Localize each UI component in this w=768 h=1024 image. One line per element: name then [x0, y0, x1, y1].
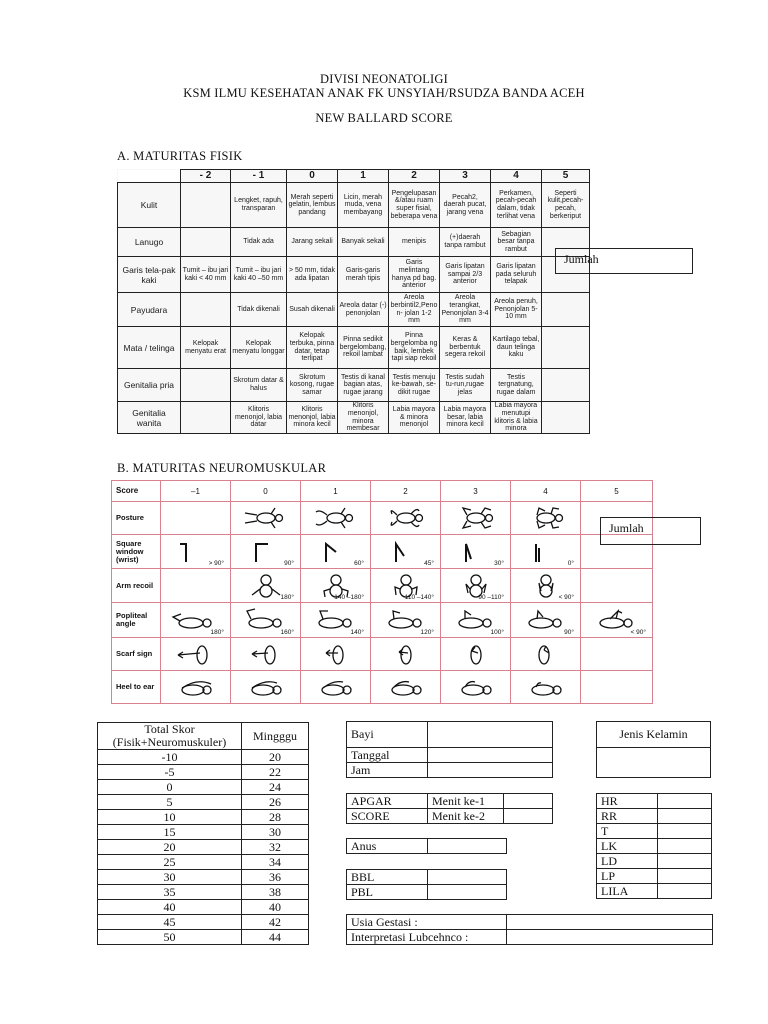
score-row [98, 855, 309, 870]
jenis-kelamin-field[interactable] [597, 748, 711, 778]
bbl-field[interactable] [428, 870, 507, 885]
rr-field[interactable] [658, 809, 712, 824]
scarf-sign-icon [244, 641, 288, 667]
scarf-sign-icon [174, 641, 218, 667]
pbl-field[interactable] [428, 885, 507, 900]
score-row [98, 765, 309, 780]
heel-to-ear-cell [161, 671, 231, 704]
jumlah-box-physical[interactable] [555, 248, 693, 274]
arm-recoil-cell [441, 569, 511, 603]
score-header: –1 [161, 481, 231, 502]
criteria-cell: Kelopak menyatu longgar [231, 327, 287, 369]
row-label: Arm recoil [112, 569, 161, 603]
scarf-sign-icon [384, 641, 428, 667]
popliteal-cell [441, 603, 511, 638]
score-row [98, 810, 309, 825]
score-cell: 20 [98, 840, 242, 855]
criteria-cell: Areola penuh, Penonjolan 5- 10 mm [491, 293, 542, 327]
criteria-cell: Garis-garis merah tipis [338, 257, 389, 293]
scarf-sign-cell [231, 638, 301, 671]
anus-field[interactable] [428, 839, 507, 854]
criteria-cell: Jarang sekali [287, 228, 338, 257]
heel-to-ear-icon [381, 674, 431, 700]
heel-to-ear-cell [581, 671, 653, 704]
vital-row [597, 869, 712, 884]
score-header: 0 [287, 170, 338, 183]
angle-caption: 140 –180° [334, 594, 364, 601]
birth-measure-table [346, 869, 507, 900]
score-header: 4 [511, 481, 581, 502]
vital-label-lp: LP [597, 869, 658, 884]
vital-row [597, 854, 712, 869]
score-header: - 2 [181, 170, 231, 183]
criteria-cell: menipis [389, 228, 440, 257]
criteria-cell: Kartilago tebal, daun telinga kaku [491, 327, 542, 369]
criteria-cell [542, 369, 590, 402]
score-label: SCORE [347, 809, 428, 824]
popliteal-cell [301, 603, 371, 638]
infant-posture-icon [381, 505, 431, 531]
square-window-cell [371, 535, 441, 569]
apgar-row [347, 794, 553, 809]
square-window-cell [441, 535, 511, 569]
apgar-label: APGAR [347, 794, 428, 809]
weeks-cell: 44 [242, 930, 309, 945]
bbl-label: BBL [347, 870, 428, 885]
row-label: Genitalia pria [118, 369, 181, 402]
arm-recoil-cell [581, 569, 653, 603]
vital-label-lila: LILA [597, 884, 658, 899]
scarf-sign-icon [454, 641, 498, 667]
score-label: Score [112, 481, 161, 502]
weeks-cell: 38 [242, 885, 309, 900]
neuro-score-header-row [112, 481, 653, 502]
scarf-sign-cell [581, 638, 653, 671]
heel-to-ear-cell [441, 671, 511, 704]
popliteal-cell [161, 603, 231, 638]
row-label: Scarf sign [112, 638, 161, 671]
weeks-cell: 42 [242, 915, 309, 930]
vital-label-ld: LD [597, 854, 658, 869]
score-row [98, 885, 309, 900]
score-header: 1 [301, 481, 371, 502]
arm-recoil-cell [511, 569, 581, 603]
vital-row [597, 794, 712, 809]
angle-caption: < 90° [630, 629, 646, 636]
angle-caption: 160° [280, 629, 294, 636]
angle-caption: 100° [490, 629, 504, 636]
total-score-header: Total Skor (Fisik+Neuromuskuler) [98, 723, 242, 750]
criteria-cell: Kelopak terbuka, pinna datar, tetap terlipat [287, 327, 338, 369]
physical-row-genitalia-wanita [118, 402, 590, 434]
physical-row-genitalia-pria [118, 369, 590, 402]
angle-caption: > 90° [208, 560, 224, 567]
criteria-cell: Klitoris menonjol, labia minora kecil [287, 402, 338, 434]
criteria-cell: Perkamen, pecah-pecah dalam, tidak terlihat vena [491, 183, 542, 228]
criteria-cell: Tumit – ibu jari kaki 40 –50 mm [231, 257, 287, 293]
row-label: Popliteal angle [112, 603, 161, 638]
wrist-angle-icon [526, 540, 566, 564]
posture-cell [161, 502, 231, 535]
posture-cell [441, 502, 511, 535]
heel-to-ear-cell [371, 671, 441, 704]
physical-row-lanugo [118, 228, 590, 257]
criteria-cell: Tidak dikenali [231, 293, 287, 327]
header-blank-cell [118, 170, 181, 183]
physical-row-kulit [118, 183, 590, 228]
heel-to-ear-icon [451, 674, 501, 700]
scarf-sign-icon [524, 641, 568, 667]
score-row [98, 870, 309, 885]
row-label: Kulit [118, 183, 181, 228]
angle-caption: 0° [567, 560, 574, 567]
criteria-cell: Banyak sekali [338, 228, 389, 257]
vital-label-rr: RR [597, 809, 658, 824]
score-cell: 40 [98, 900, 242, 915]
scarf-sign-cell [441, 638, 511, 671]
score-header: 2 [371, 481, 441, 502]
score-cell: -5 [98, 765, 242, 780]
weeks-cell: 32 [242, 840, 309, 855]
vital-label-t: T [597, 824, 658, 839]
posture-cell [301, 502, 371, 535]
jenis-kelamin-label: Jenis Kelamin [597, 722, 711, 748]
heel-to-ear-cell [511, 671, 581, 704]
neuro-row-posture [112, 502, 653, 535]
infant-posture-icon [521, 505, 571, 531]
score-header: 5 [542, 170, 590, 183]
score-row [98, 840, 309, 855]
criteria-cell: Garis lipatan pada seluruh telapak [491, 257, 542, 293]
score-header: 4 [491, 170, 542, 183]
score-row [98, 930, 309, 945]
criteria-cell: Susah dikenali [287, 293, 338, 327]
angle-caption: 180° [280, 594, 294, 601]
vital-row [597, 809, 712, 824]
criteria-cell: Labia mayora menutupi klitoris & labia minora [491, 402, 542, 434]
criteria-cell: Garis lipatan sampai 2/3 anterior [440, 257, 491, 293]
weeks-cell: 40 [242, 900, 309, 915]
score-row [98, 750, 309, 765]
criteria-cell: Testis menuju ke-bawah, se-dikit rugae [389, 369, 440, 402]
vital-label-hr: HR [597, 794, 658, 809]
tanggal-row [347, 748, 553, 763]
criteria-cell: Areola terangkat, Penonjolan 3-4 mm [440, 293, 491, 327]
score-row [98, 825, 309, 840]
criteria-cell: Testis di kanal bagian atas, rugae jarang [338, 369, 389, 402]
sex-table [596, 721, 711, 778]
arm-recoil-icon [246, 573, 286, 599]
ld-field[interactable] [658, 854, 712, 869]
angle-caption: 45° [424, 560, 434, 567]
lk-field[interactable] [658, 839, 712, 854]
weeks-cell: 30 [242, 825, 309, 840]
popliteal-cell [371, 603, 441, 638]
jumlah-label: Jumlah [609, 521, 644, 535]
criteria-cell: Pinna sedikit bergelombang, rekoil lambat [338, 327, 389, 369]
criteria-cell: Labia mayora & minora menonjol [389, 402, 440, 434]
department-title: KSM ILMU KESEHATAN ANAK FK UNSYIAH/RSUDZA BANDA ACEH [183, 86, 585, 100]
interpretasi-field[interactable] [507, 930, 713, 945]
gestation-table [346, 914, 713, 945]
criteria-cell: Tidak ada [231, 228, 287, 257]
score-row [98, 915, 309, 930]
physical-maturity-table [117, 169, 590, 434]
scarf-sign-icon [314, 641, 358, 667]
criteria-cell: (+)daerah tanpa rambut [440, 228, 491, 257]
criteria-cell: Kelopak menyatu erat [181, 327, 231, 369]
criteria-cell: Pecah2, daerah pucat, jarang vena [440, 183, 491, 228]
criteria-cell: Testis tergnatung, rugae dalam [491, 369, 542, 402]
jenis-kelamin-row [597, 722, 711, 748]
patient-id-table [346, 721, 553, 778]
criteria-cell: Testis sudah tu-run,rugae jelas [440, 369, 491, 402]
row-label: Heel to ear [112, 671, 161, 704]
anus-label: Anus [347, 839, 428, 854]
weeks-cell: 22 [242, 765, 309, 780]
scarf-sign-cell [511, 638, 581, 671]
arm-recoil-cell [231, 569, 301, 603]
score-cell: 15 [98, 825, 242, 840]
neuro-row-popliteal [112, 603, 653, 638]
score-row [98, 780, 309, 795]
posture-cell [511, 502, 581, 535]
score-cell: 25 [98, 855, 242, 870]
lila-field[interactable] [658, 884, 712, 899]
section-b-title: B. MATURITAS NEUROMUSKULAR [117, 461, 327, 475]
lp-field[interactable] [658, 869, 712, 884]
score-cell: -10 [98, 750, 242, 765]
neuro-row-heel-to-ear [112, 671, 653, 704]
usia-gestasi-field[interactable] [507, 915, 713, 930]
popliteal-cell [511, 603, 581, 638]
heel-to-ear-cell [231, 671, 301, 704]
score-header: 5 [581, 481, 653, 502]
square-window-cell [161, 535, 231, 569]
angle-caption: 180° [210, 629, 224, 636]
score-header: - 1 [231, 170, 287, 183]
row-label: Lanugo [118, 228, 181, 257]
jumlah-label: Jumlah [564, 252, 599, 266]
criteria-cell [181, 402, 231, 434]
score-header: 3 [441, 481, 511, 502]
usia-gestasi-label: Usia Gestasi : [347, 915, 507, 930]
score-header: 1 [338, 170, 389, 183]
jam-row [347, 763, 553, 778]
score-cell: 45 [98, 915, 242, 930]
criteria-cell: Garis melintang hanya pd bag. anterior [389, 257, 440, 293]
wrist-angle-icon [316, 540, 356, 564]
physical-row-mata-telinga [118, 327, 590, 369]
heel-to-ear-icon [171, 674, 221, 700]
row-label: Square window (wrist) [112, 535, 161, 569]
pbl-label: PBL [347, 885, 428, 900]
arm-recoil-cell [371, 569, 441, 603]
section-a-title: A. MATURITAS FISIK [117, 149, 243, 163]
weeks-cell: 20 [242, 750, 309, 765]
criteria-cell [542, 327, 590, 369]
score-row [98, 900, 309, 915]
weeks-cell: 28 [242, 810, 309, 825]
score-cell: 50 [98, 930, 242, 945]
interpretasi-row [347, 930, 713, 945]
weeks-cell: 34 [242, 855, 309, 870]
anus-table [346, 838, 507, 854]
row-label: Posture [112, 502, 161, 535]
usia-gestasi-row [347, 915, 713, 930]
criteria-cell: Skrotum kosong, rugae samar [287, 369, 338, 402]
criteria-cell: Pengelupasan &/atau ruam super fisial, beberapa vena [389, 183, 440, 228]
popliteal-cell [581, 603, 653, 638]
row-label: Genitalia wanita [118, 402, 181, 434]
criteria-cell: Klitoris menonjol, minora membesar [338, 402, 389, 434]
heel-to-ear-icon [311, 674, 361, 700]
wrist-angle-icon [386, 540, 426, 564]
physical-row-garis-telapak [118, 257, 590, 293]
posture-cell [231, 502, 301, 535]
bayi-field[interactable] [428, 722, 553, 748]
vital-row [597, 824, 712, 839]
score-cell: 0 [98, 780, 242, 795]
row-label: Mata / telinga [118, 327, 181, 369]
form-title: NEW BALLARD SCORE [315, 111, 453, 125]
criteria-cell: Sebagian besar tanpa rambut [491, 228, 542, 257]
neuro-row-arm-recoil [112, 569, 653, 603]
apgar-1-field[interactable] [504, 794, 553, 809]
square-window-cell [511, 535, 581, 569]
row-label: Garis tela-pak kaki [118, 257, 181, 293]
jumlah-box-neuromuscular[interactable] [600, 517, 701, 545]
criteria-cell: Areola berbintil2,Peno n- jolan 1-2 mm [389, 293, 440, 327]
criteria-cell: Lengket, rapuh, transparan [231, 183, 287, 228]
physical-score-header-row [118, 170, 590, 183]
scarf-sign-cell [161, 638, 231, 671]
weeks-cell: 26 [242, 795, 309, 810]
score-cell: 35 [98, 885, 242, 900]
bayi-label: Bayi [347, 722, 428, 748]
square-window-cell [231, 535, 301, 569]
weeks-cell: 24 [242, 780, 309, 795]
scarf-sign-cell [301, 638, 371, 671]
score-header: 2 [389, 170, 440, 183]
jam-label: Jam [347, 763, 428, 778]
heel-to-ear-icon [521, 674, 571, 700]
apgar-table [346, 793, 553, 824]
criteria-cell: Licin, merah muda, vena membayang [338, 183, 389, 228]
heel-to-ear-cell [301, 671, 371, 704]
weeks-header: Mingggu [242, 723, 309, 750]
apgar-2-field[interactable] [504, 809, 553, 824]
interpretasi-label: Interpretasi Lubcehnco : [347, 930, 507, 945]
angle-caption: 90 –110° [478, 594, 504, 601]
pbl-row [347, 885, 507, 900]
neuromuscular-maturity-table [111, 480, 653, 704]
score-row [347, 809, 553, 824]
criteria-cell: > 50 mm, tidak ada lipatan [287, 257, 338, 293]
bayi-row [347, 722, 553, 748]
scarf-sign-cell [371, 638, 441, 671]
arm-recoil-cell [161, 569, 231, 603]
menit-2-label: Menit ke-2 [428, 809, 504, 824]
row-label: Payudara [118, 293, 181, 327]
vital-row [597, 839, 712, 854]
criteria-cell [181, 293, 231, 327]
criteria-cell [181, 228, 231, 257]
angle-caption: 30° [494, 560, 504, 567]
criteria-cell: Areola datar (-) penonjolan [338, 293, 389, 327]
criteria-cell: Klitoris menonjol, labia datar [231, 402, 287, 434]
wrist-angle-icon [456, 540, 496, 564]
t-field[interactable] [658, 824, 712, 839]
hr-field[interactable] [658, 794, 712, 809]
criteria-cell: Merah seperti gelatin, lembus pandang [287, 183, 338, 228]
criteria-cell [542, 293, 590, 327]
popliteal-cell [231, 603, 301, 638]
vital-label-lk: LK [597, 839, 658, 854]
posture-cell [371, 502, 441, 535]
score-table-header [98, 723, 309, 750]
wrist-angle-icon [246, 540, 286, 564]
infant-posture-icon [311, 505, 361, 531]
angle-caption: 110 –140° [404, 594, 434, 601]
square-window-cell [301, 535, 371, 569]
jenis-kelamin-field-row [597, 748, 711, 778]
popliteal-angle-icon [521, 607, 571, 633]
tanggal-field[interactable] [428, 748, 553, 763]
angle-caption: 60° [354, 560, 364, 567]
criteria-cell [181, 369, 231, 402]
neuro-row-scarf-sign [112, 638, 653, 671]
tanggal-label: Tanggal [347, 748, 428, 763]
infant-posture-icon [451, 505, 501, 531]
weeks-cell: 36 [242, 870, 309, 885]
angle-caption: 120° [420, 629, 434, 636]
criteria-cell: Skrotum datar & halus [231, 369, 287, 402]
criteria-cell [181, 183, 231, 228]
score-header: 0 [231, 481, 301, 502]
score-to-weeks-table [97, 722, 309, 945]
score-cell: 5 [98, 795, 242, 810]
neuro-row-square-window [112, 535, 653, 569]
criteria-cell: Keras & berbentuk segera rekoil [440, 327, 491, 369]
criteria-cell: Pinna bergelomba ng baik, lembek tapi siap rekoil [389, 327, 440, 369]
jam-field[interactable] [428, 763, 553, 778]
angle-caption: 90° [284, 560, 294, 567]
bbl-row [347, 870, 507, 885]
score-header: 3 [440, 170, 491, 183]
score-row [98, 795, 309, 810]
criteria-cell: Seperti kulit,pecah-pecah, berkeriput [542, 183, 590, 228]
score-cell: 10 [98, 810, 242, 825]
arm-recoil-cell [301, 569, 371, 603]
criteria-cell [542, 402, 590, 434]
angle-caption: < 90° [558, 594, 574, 601]
heel-to-ear-icon [241, 674, 291, 700]
criteria-cell: Tumit – ibu jari kaki < 40 mm [181, 257, 231, 293]
menit-1-label: Menit ke-1 [428, 794, 504, 809]
anus-row [347, 839, 507, 854]
angle-caption: 140° [350, 629, 364, 636]
angle-caption: 90° [564, 629, 574, 636]
vital-row [597, 884, 712, 899]
infant-posture-icon [241, 505, 291, 531]
division-title: DIVISI NEONATOLIGI [319, 72, 448, 86]
score-cell: 30 [98, 870, 242, 885]
vitals-table [596, 793, 712, 899]
criteria-cell: Labia mayora besar, labia minora kecil [440, 402, 491, 434]
physical-row-payudara [118, 293, 590, 327]
